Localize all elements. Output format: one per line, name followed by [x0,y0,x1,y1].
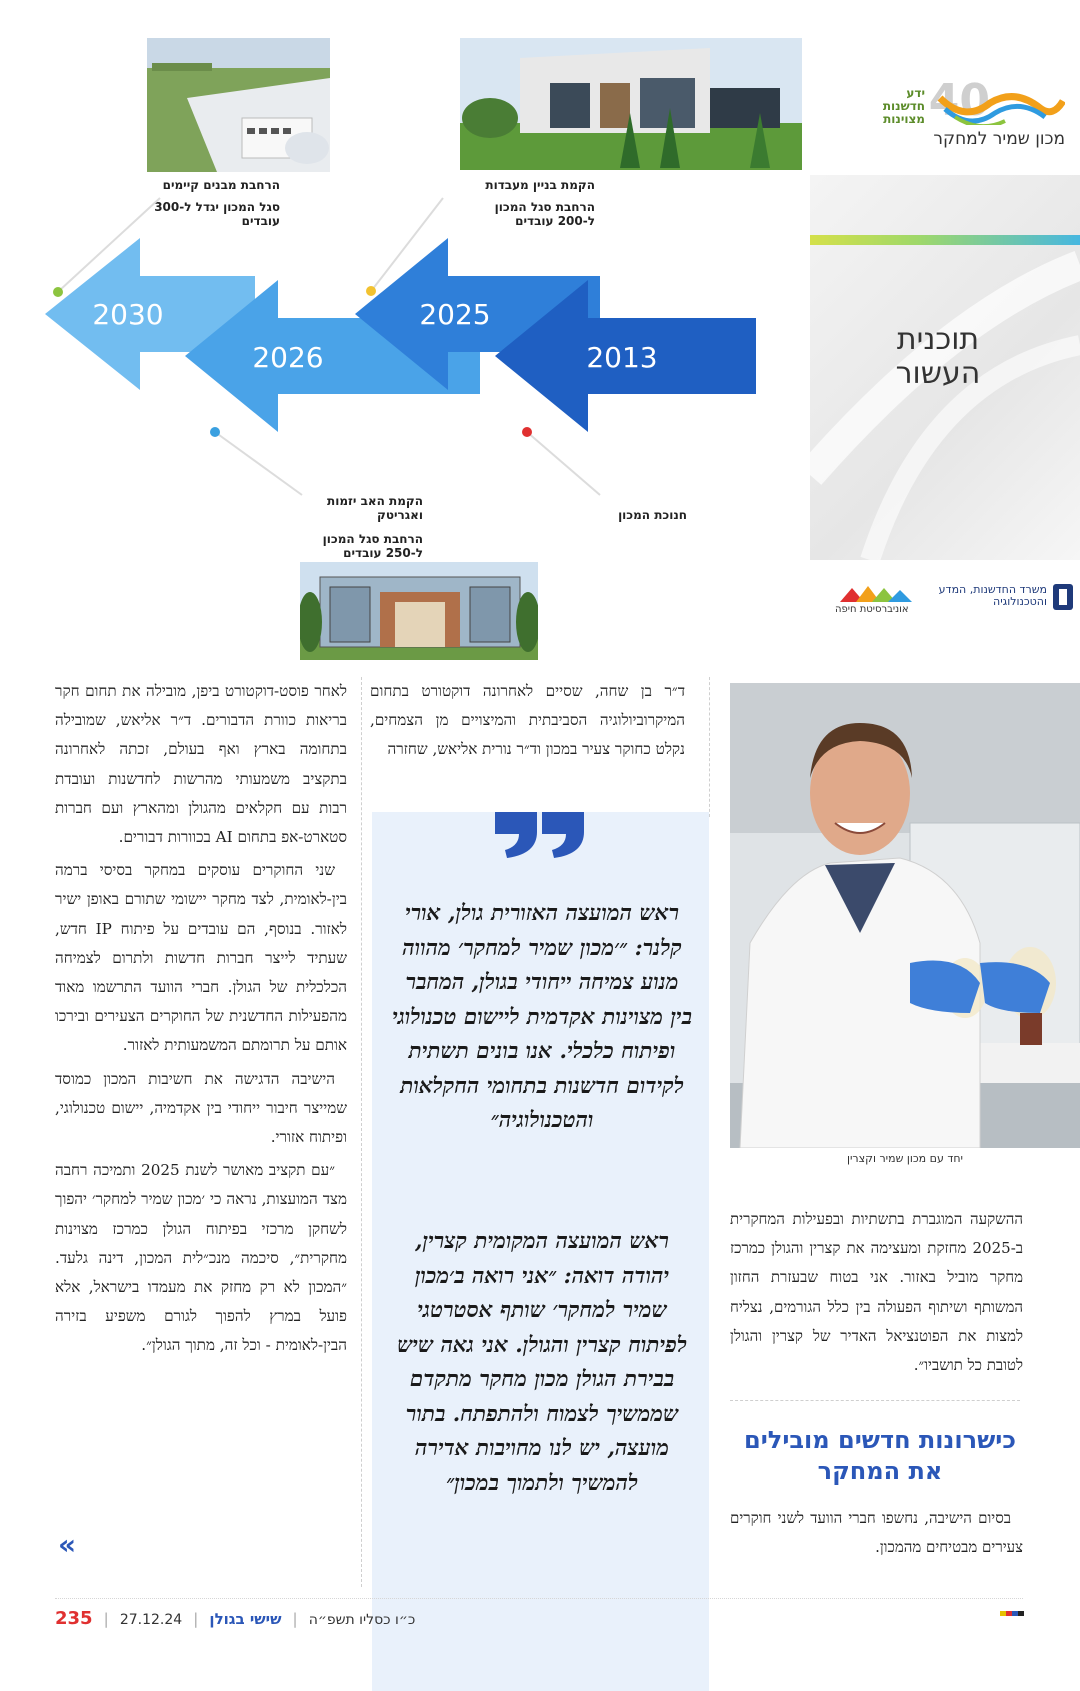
hebrew-date: כ״ו כסליו תשפ״ה [308,1612,416,1628]
milestone-2025-caption: הקמת בניין מעבדות הרחבת סגל המכון ל-200 עובדים [485,178,595,228]
milestone-2030-caption: הרחבת מבנים קיימים סגל המכון יגדל ל-300 עובדים [154,178,280,228]
footer-separator: | [292,1610,298,1628]
dot-2030 [53,287,63,297]
footer-divider [55,1598,1023,1599]
logo-name: מכון שמיר למחקר [933,129,1065,149]
year-2013: 2013 [586,341,658,374]
section-subheading: כישרונות חדשים מובילים את המחקר [744,1426,1016,1485]
milestone-2026-caption: הקמת האב יזמות ואגריטק הרחבת סגל המכון ל-250 עובדים [322,494,423,560]
lab-building-photo [460,38,802,170]
quote-mark-icon [492,810,587,860]
existing-buildings-photo [147,38,330,172]
milestone-2013-caption: חנוכת המכון [618,508,687,522]
footer-separator: | [103,1610,109,1628]
paragraph: בסיום הישיבה, נחשפו חברי הוועד לשני חוקרים צעירים מבטיחים מהמכון. [730,1509,1023,1557]
color-registration-swatches [1000,1611,1024,1616]
continue-arrow-icon: « [58,1528,77,1561]
researcher-photo [730,683,1080,1148]
panel-title: תוכנית העשור [895,322,981,391]
decade-plan-panel [810,175,1080,560]
infographic [0,0,1080,665]
timeline-arrows [0,180,810,510]
logo-wave-icon [935,93,1065,125]
issue-date: 27.12.24 [119,1612,183,1628]
subhead-separator [730,1400,1020,1401]
footer-separator: | [193,1610,199,1628]
paragraph: לאחר פוסט-דוקטורט ביפן, מובילה את תחום חקר בריאות כוורת הדבורים. ד״ר אליאש, שמובילה בתחומה בארץ ואף בעולם, זכתה לאחרונה בתקציב משמעותי מהרשות לחדשנות ועובדת רבות עם חקלאים מהגולן ומהארץ ועם חברות סטארט-אפ בתחום AI בכוורות דבורים. [55,682,347,847]
haifa-university-icon [840,582,912,604]
paragraph: הישיבה הדגישה את חשיבות המכון כמוסד שמייצר חיבור ייחודי בין אקדמיה, יישום טכנולוגי, ופיתוח אזורי. [55,1069,347,1147]
paragraph: שני החוקרים עוסקים במחקר בסיסי ברמה בין-לאומית, לצד מחקר יישומי שתורם באופן ישיר לאזור. בנוסף, הם עובדים על פיתוח IP חדש, שעתיד לייצר חברות חדשות ולתרום לצמיחה הכלכלית של הגולן. חברי הוועד התרשמו מאוד מהפעילות החדשנית של החוקרים הצעירים ובירכו אותם על תרומתם המשמעותית לאזור. [55,861,347,1055]
page-number: 235 [55,1608,93,1629]
logo-tagline: ידע חדשנות מצוינות [882,86,925,126]
photo-caption: יחד עם מכון שמיר וקצרין [846,1152,963,1165]
year-2026: 2026 [252,341,324,374]
paragraph: ״עם תקציב מאושר לשנת 2025 ותמיכה רחבה מצד המועצות, נראה כי ׳מכון שמיר למחקר׳ יהפוך לשחקן מרכזי בפיתוח הגולן כמרכז מצוינות מחקרית״, סיכמה מנכ״לית המכון, דינה גלעד. ״המכון לא רק מחזק את מעמדו בישראל, אלא פועל במרץ להפוך לגורם משפיע בזירה הבין-לאומית - וכל זה, מתוך הגולן״. [55,1161,347,1355]
state-emblem-icon [1051,582,1075,612]
paragraph: ההשקעה המוגברת בתשתיות ובפעילות המחקרית ב-2025 מחזקת ומעצימה את קצרין והגולן כמרכז מחקר מוביל באזור. אני בטוח שבעזרת החזון המשותף ושיתוף הפעולה בין כלל הגורמים, נצליח למצות את הפוטנציאל האדיר של קצרין והגולן לטובת כל תושביו״. [730,1210,1023,1375]
pull-quote-1: ראש המועצה האזורית גולן, אורי קלנר: ״׳מכון שמיר למחקר׳ מהווה מנוע צמיחה ייחודי בגולן, המחבר בין מצוינות אקדמית ליישום טכנולוגי ופיתוח כלכלי. אנו בונים תשתית לקידום חדשנות בתחומי החקלאות והטכנולוגיה״ [392,901,692,1133]
ministry-logo-text: משרד החדשנות, המדע והטכנולוגיה [938,583,1047,608]
dot-2026 [210,427,220,437]
partner-logos [835,582,1075,622]
article-column-middle [370,677,685,765]
article-column-right-end [730,1504,1023,1562]
article-column-left [55,677,347,1361]
dot-2025 [366,286,376,296]
shamir-institute-logo: 40 ידע חדשנות מצוינות מכון שמיר למחקר [882,75,1065,149]
publication-name: שישי בגולן [209,1610,282,1628]
agritech-hub-photo [300,562,538,660]
column-separator [709,677,710,817]
article-column-right [730,1205,1023,1380]
page-footer [55,1608,415,1629]
dot-2013 [522,427,532,437]
paragraph: ד״ר בן שחה, שסיים לאחרונה דוקטורט בתחום המיקרוביולוגיה הסביבתית והמיצויים מן הצמחים, נקלט כחוקר צעיר במכון וד״ר נורית אליאש, שחזרה [370,682,685,759]
haifa-university-text: אוניברסיטת חיפה [835,604,909,615]
year-2030: 2030 [92,298,164,331]
pull-quote-2: ראש המועצה המקומית קצרין, יהודה דואה: ״אני רואה ב׳מכון שמיר למחקר׳ שותף אסטרטגי לפיתוח קצרין והגולן. אני גאה שיש בבירת הגולן מכון מחקר מתקדם שממשיך לצמוח ולהתפתח. בתור מועצה, יש לנו מחויבות אדירה להמשיך ולתמוך במכון״ [397,1229,687,1496]
column-separator [361,677,362,1587]
year-2025: 2025 [419,298,491,331]
